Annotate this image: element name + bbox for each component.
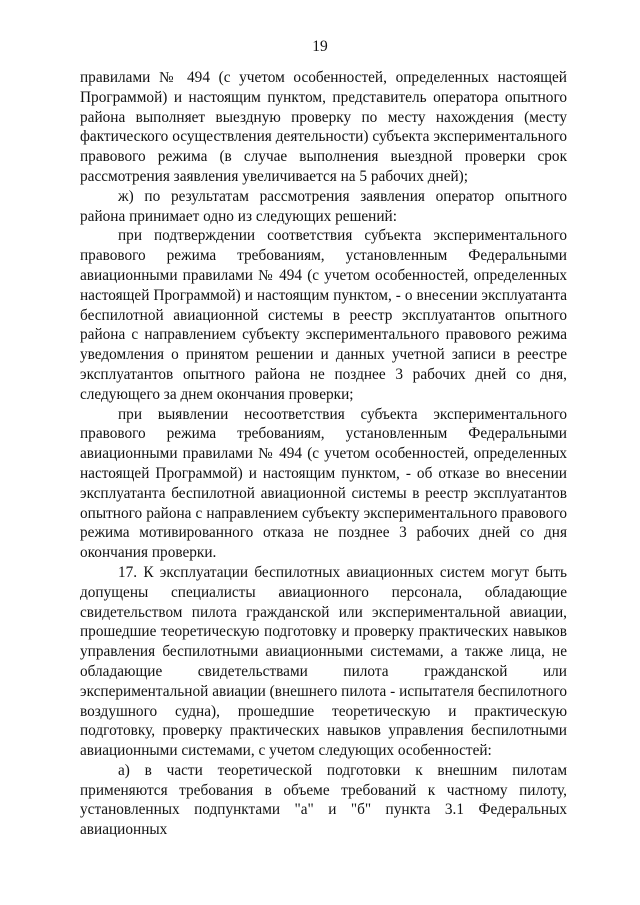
paragraph-noncompliance-found: при выявлении несоответствия субъекта экспериментального правового режима требованиям, установленным Федеральными авиационными правилами № 494 (с учетом особенностей, определенных настоящей Программой) и настоящим пунктом, - об отказе во внесении эксплуатанта беспилотной авиационной системы в реестр эксплуатантов опытного района с направлением субъекту экспериментального правового режима мотивированного отказа не позднее 3 рабочих дней со дня окончания проверки. xyxy=(80,405,567,562)
paragraph-item-17: 17. К эксплуатации беспилотных авиационных систем могут быть допущены специалисты авиационного персонала, обладающие свидетельством пилота гражданской или экспериментальной авиации, прошедшие теоретическую подготовку и проверку практических навыков управления беспилотными авиационными системами, а также лица, не обладающие свидетельствами пилота гражданской или экспериментальной авиации (внешнего пилота - испытателя беспилотного воздушного судна), прошедшие теоретическую и практическую подготовку, проверку практических навыков управления беспилотными авиационными системами, с учетом следующих особенностей: xyxy=(80,563,567,760)
paragraph-item-a: а) в части теоретической подготовки к внешним пилотам применяются требования в объеме требований к частному пилоту, установленных подпунктами "а" и "б" пункта 3.1 Федеральных авиационных xyxy=(80,761,567,839)
document-body xyxy=(80,68,567,840)
paragraph-item-zh: ж) по результатам рассмотрения заявления оператор опытного района принимает одно из следующих решений: xyxy=(80,187,567,225)
paragraph-compliance-confirmed: при подтверждении соответствия субъекта экспериментального правового режима требованиям, установленным Федеральными авиационными правилами № 494 (с учетом особенностей, определенных настоящей Программой) и настоящим пунктом, - о внесении эксплуатанта беспилотной авиационной системы в реестр эксплуатантов опытного района с направлением субъекту экспериментального правового режима уведомления о принятом решении и данных учетной записи в реестре эксплуатантов опытного района не позднее 3 рабочих дней со дня, следующего за днем окончания проверки; xyxy=(80,227,567,403)
page-number: 19 xyxy=(312,38,328,55)
paragraph-continuation: правилами № 494 (с учетом особенностей, определенных настоящей Программой) и настоящим пунктом, представитель оператора опытного района выполняет выездную проверку по месту нахождения (месту фактического осуществления деятельности) субъекта экспериментального правового режима (в случае выполнения выездной проверки срок рассмотрения заявления увеличивается на 5 рабочих дней); xyxy=(80,69,567,185)
